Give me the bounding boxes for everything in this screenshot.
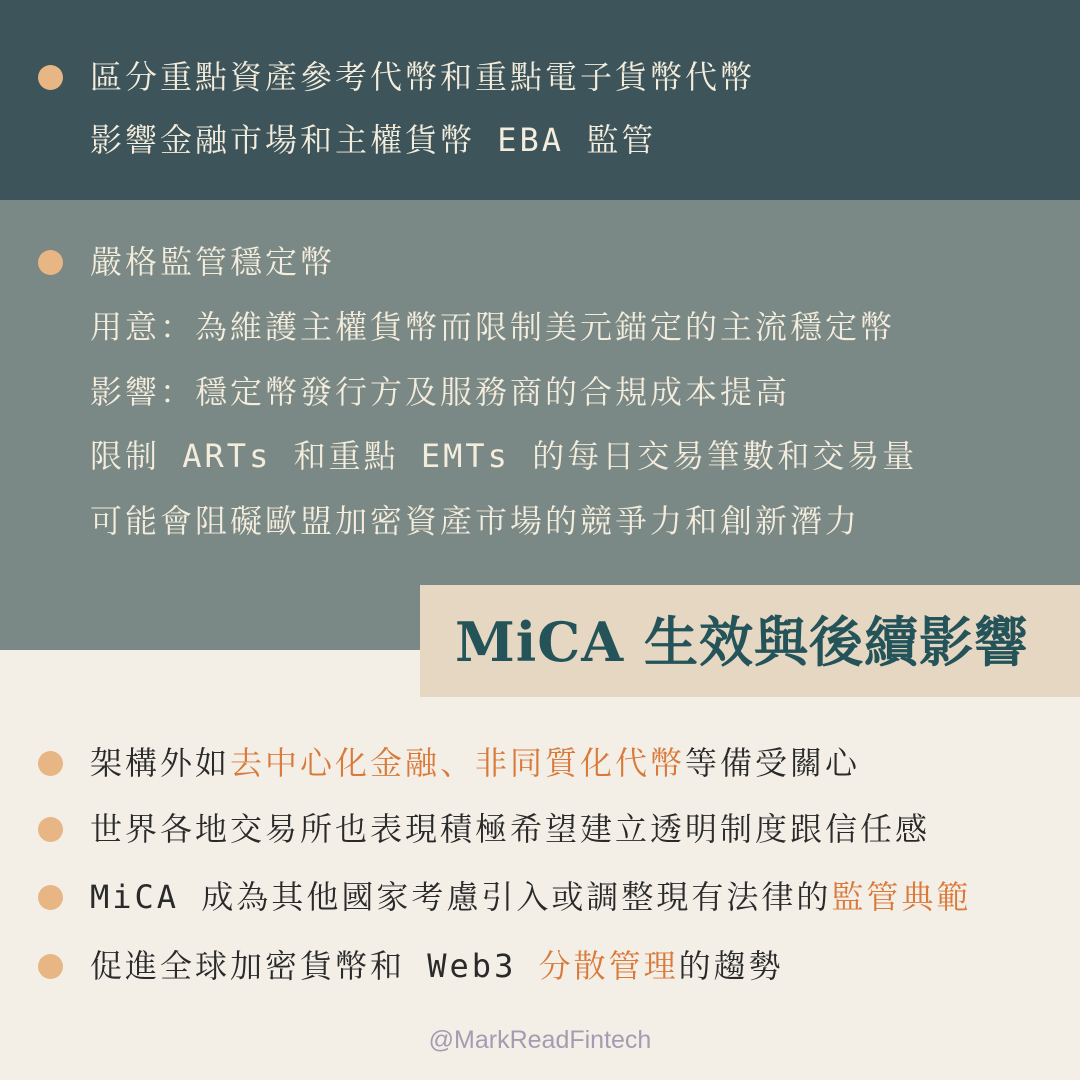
bullet-icon — [38, 954, 63, 979]
text: MiCA 成為其他國家考慮引入或調整現有法律的 — [90, 878, 832, 916]
text: 架構外如 — [90, 744, 231, 782]
text: 等備受關心 — [685, 744, 861, 782]
mid-line-purpose: 用意：為維護主權貨幣而限制美元錨定的主流穩定幣 — [90, 308, 896, 346]
bullet-icon — [38, 250, 63, 275]
bottom-item-2 — [90, 809, 930, 849]
mid-line-risk: 可能會阻礙歐盟加密資產市場的競爭力和創新潛力 — [90, 502, 861, 540]
text: 的趨勢 — [678, 947, 784, 985]
text: 世界各地交易所也表現積極希望建立透明制度跟信任感 — [90, 810, 931, 848]
page-title: MiCA 生效與後續影響 — [455, 610, 1029, 674]
bullet-icon — [38, 65, 63, 90]
highlight-text: 分散管理 — [538, 947, 679, 985]
bottom-item-4 — [90, 946, 784, 986]
bullet-icon — [38, 751, 63, 776]
top-line-2: 影響金融市場和主權貨幣 EBA 監管 — [90, 121, 657, 159]
mid-line-impact: 影響：穩定幣發行方及服務商的合規成本提高 — [90, 373, 791, 411]
bottom-item-3 — [90, 877, 971, 917]
text: 促進全球加密貨幣和 Web3 — [90, 947, 539, 985]
bullet-icon — [38, 817, 63, 842]
top-band — [0, 0, 1080, 200]
mid-line-limit: 限制 ARTs 和重點 EMTs 的每日交易筆數和交易量 — [90, 437, 918, 475]
highlight-text: 去中心化金融、非同質化代幣 — [230, 744, 686, 782]
mid-heading: 嚴格監管穩定幣 — [90, 243, 336, 281]
footer-handle: @MarkReadFintech — [428, 1026, 652, 1054]
bullet-icon — [38, 885, 63, 910]
bottom-item-1 — [90, 743, 860, 783]
highlight-text: 監管典範 — [831, 878, 972, 916]
top-line-1: 區分重點資產參考代幣和重點電子貨幣代幣 — [90, 58, 756, 96]
